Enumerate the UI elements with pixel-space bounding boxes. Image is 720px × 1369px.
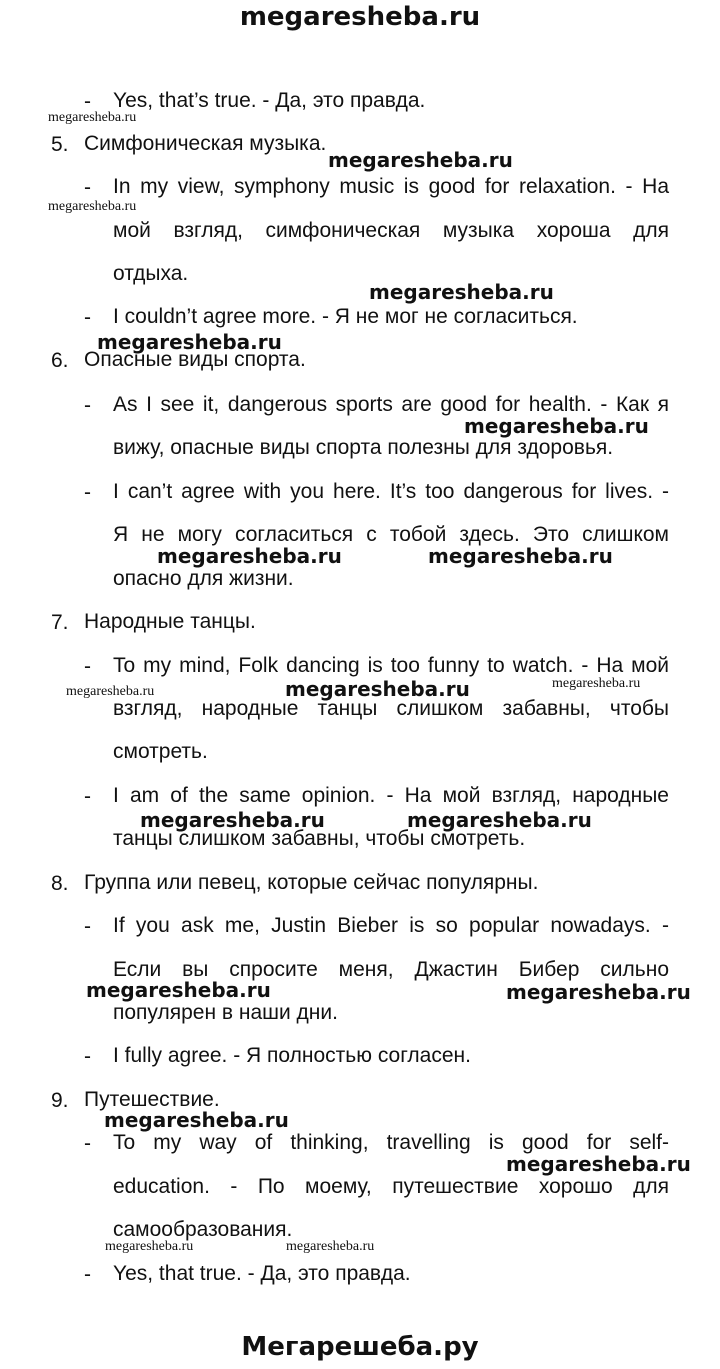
dash: - xyxy=(84,1045,91,1068)
watermark: megaresheba.ru xyxy=(407,808,592,832)
item-number: 6. xyxy=(51,349,69,372)
translation-line: вижу, опасные виды спорта полезны для здоровья. xyxy=(113,436,614,459)
watermark: megaresheba.ru xyxy=(506,980,691,1004)
dash: - xyxy=(84,915,91,938)
answer-line: I can’t agree with you here. It’s too dangerous for lives. - xyxy=(113,480,669,503)
page-footer-site: Мегарешеба.ру xyxy=(241,1332,479,1362)
watermark: megaresheba.ru xyxy=(506,1152,691,1176)
topic-heading: Народные танцы. xyxy=(84,610,256,633)
translation-line: танцы слишком забавны, чтобы смотреть. xyxy=(113,827,526,850)
item-number: 8. xyxy=(51,872,69,895)
watermark: megaresheba.ru xyxy=(428,544,613,568)
watermark: megaresheba.ru xyxy=(285,677,470,701)
watermark: megaresheba.ru xyxy=(140,808,325,832)
dash: - xyxy=(84,90,91,113)
translation-line: опасно для жизни. xyxy=(113,567,294,590)
answer-line: I am of the same opinion. - На мой взгляд, народные xyxy=(113,784,669,807)
statement-line: To my mind, Folk dancing is too funny to watch. - На мой xyxy=(113,654,669,677)
item-number: 7. xyxy=(51,611,69,634)
answer-line: I fully agree. - Я полностью согласен. xyxy=(113,1044,471,1067)
topic-heading: Группа или певец, которые сейчас популярны. xyxy=(84,871,539,894)
watermark-small: megaresheba.ru xyxy=(552,676,641,691)
watermark-small: megaresheba.ru xyxy=(48,110,137,125)
watermark: megaresheba.ru xyxy=(369,280,554,304)
dash: - xyxy=(84,1263,91,1286)
watermark: megaresheba.ru xyxy=(464,414,649,438)
statement-line: To my way of thinking, travelling is good for self- xyxy=(113,1131,669,1154)
translation-line: взгляд, народные танцы слишком забавны, чтобы xyxy=(113,697,669,720)
translation-line: Если вы спросите меня, Джастин Бибер сильно xyxy=(113,958,669,981)
answer-line: Yes, that’s true. - Да, это правда. xyxy=(113,89,426,112)
item-number: 5. xyxy=(51,133,69,156)
dash: - xyxy=(84,306,91,329)
item-number: 9. xyxy=(51,1089,69,1112)
dash: - xyxy=(84,655,91,678)
dash: - xyxy=(84,1132,91,1155)
dash: - xyxy=(84,481,91,504)
dash: - xyxy=(84,785,91,808)
statement-line: As I see it, dangerous sports are good for health. - Как я xyxy=(113,393,669,416)
translation-line: Я не могу согласиться с тобой здесь. Это слишком xyxy=(113,523,669,546)
watermark: megaresheba.ru xyxy=(86,978,271,1002)
topic-heading: Симфоническая музыка. xyxy=(84,132,327,155)
watermark-small: megaresheba.ru xyxy=(286,1239,375,1254)
statement-line: In my view, symphony music is good for relaxation. - На xyxy=(113,175,669,198)
translation-line: education. - По моему, путешествие хорошо для xyxy=(113,1175,669,1198)
statement-line: If you ask me, Justin Bieber is so popular nowadays. - xyxy=(113,914,669,937)
watermark: megaresheba.ru xyxy=(97,330,282,354)
watermark: megaresheba.ru xyxy=(104,1108,289,1132)
translation-line: смотреть. xyxy=(113,740,208,763)
topic-heading: Путешествие. xyxy=(84,1088,220,1111)
watermark-small: megaresheba.ru xyxy=(48,199,137,214)
page-header-site: megaresheba.ru xyxy=(239,2,481,32)
translation-line: отдыха. xyxy=(113,262,189,285)
watermark: megaresheba.ru xyxy=(157,544,342,568)
topic-heading: Опасные виды спорта. xyxy=(84,348,306,371)
answer-line: I couldn’t agree more. - Я не мог не согласиться. xyxy=(113,305,578,328)
watermark: megaresheba.ru xyxy=(328,148,513,172)
translation-line: мой взгляд, симфоническая музыка хороша для xyxy=(113,219,669,242)
watermark-small: megaresheba.ru xyxy=(66,684,155,699)
dash: - xyxy=(84,176,91,199)
translation-line: самообразования. xyxy=(113,1218,293,1241)
dash: - xyxy=(84,394,91,417)
answer-line: Yes, that true. - Да, это правда. xyxy=(113,1262,411,1285)
watermark-small: megaresheba.ru xyxy=(105,1239,194,1254)
translation-line: популярен в наши дни. xyxy=(113,1001,338,1024)
